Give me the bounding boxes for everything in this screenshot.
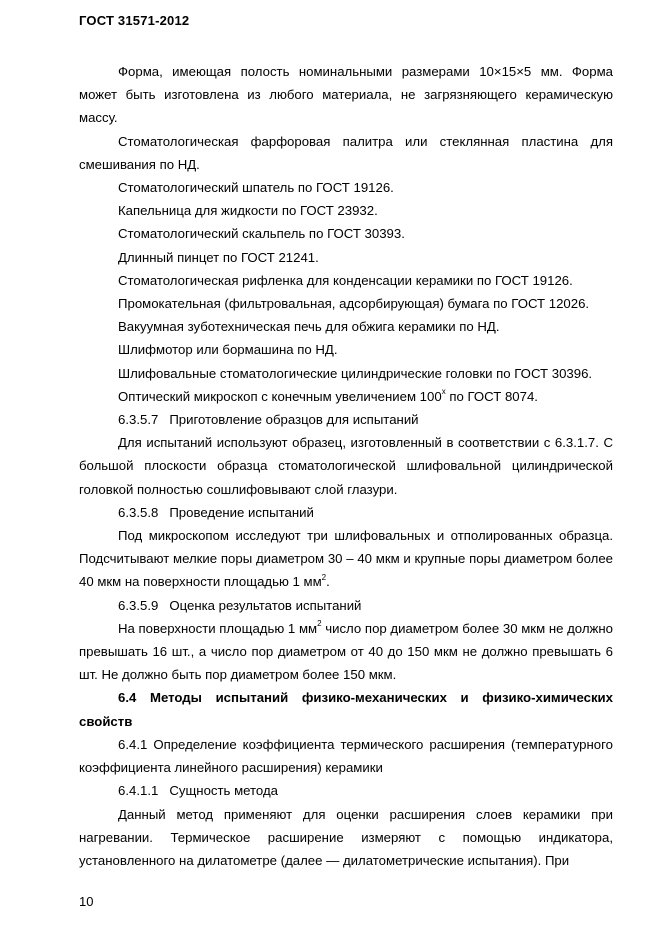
paragraph-dropper: Капельница для жидкости по ГОСТ 23932. <box>118 203 378 219</box>
paragraph-tweezers: Длинный пинцет по ГОСТ 21241. <box>118 249 319 265</box>
paragraph-spatula: Стоматологический шпатель по ГОСТ 19126. <box>118 180 394 196</box>
section-6-3-5-9-sup: 2 <box>317 619 322 629</box>
paragraph-form: Форма, имеющая полость номинальными размерами 10×15×5 мм. Форма может быть изготовлена из любого материала, не загрязняющего керамическую массу. <box>79 64 613 126</box>
section-6-4-1-1-text: Данный метод применяют для оценки расширения слоев керамики при нагревании. Термическое расширение измеряют с помощью индикатора, установленного на дилатометре (далее — дилатометрические испытания). При <box>79 806 613 868</box>
paragraph-ribbed-tool: Стоматологическая рифленка для конденсации керамики по ГОСТ 19126. <box>118 272 573 288</box>
paragraph-palette: Стоматологическая фарфоровая палитра или стеклянная пластина для смешивания по НД. <box>79 133 613 172</box>
section-6-3-5-7-text: Для испытаний используют образец, изготовленный в соответствии с 6.3.1.7. С большой плоскости образца стоматологической шлифовальной цилиндрической головкой полностью сошлифовывают слой глазури. <box>79 435 613 497</box>
paragraph-grinder: Шлифмотор или бормашина по НД. <box>118 342 338 358</box>
document-code: ГОСТ 31571-2012 <box>79 13 190 28</box>
paragraph-vacuum-furnace: Вакуумная зуботехническая печь для обжига керамики по НД. <box>118 319 500 335</box>
section-6-3-5-9-text <box>79 617 613 687</box>
section-6-3-5-8-end: . <box>326 574 330 590</box>
page-body <box>79 60 613 872</box>
section-6-3-5-9-body: число пор диаметром более 30 мкм не должно превышать 16 шт., а число пор диаметром от 40 до 150 мкм не должно превышать 6 шт. Не должно быть пор диаметром более 150 мкм. <box>79 620 613 683</box>
section-6-3-5-8-sup: 2 <box>321 573 327 583</box>
paragraph-microscope <box>79 385 613 408</box>
section-6-3-5-9-body-start: На поверхности площадью 1 мм <box>118 620 318 636</box>
paragraph-blotting-paper: Промокательная (фильтровальная, адсорбирующая) бумага по ГОСТ 12026. <box>118 296 590 312</box>
paragraph-grinding-heads: Шлифовальные стоматологические цилиндрические головки по ГОСТ 30396. <box>118 365 593 381</box>
section-6-3-5-8-text <box>79 524 613 594</box>
section-6-3-5-8-body: Под микроскопом исследуют три шлифовальных и отполированных образца. Подсчитывают мелкие поры диаметром 30 – 40 мкм и крупные поры диаметром более 40 мкм на поверхности площадью 1 мм <box>79 528 613 590</box>
section-6-4-1-text: 6.4.1 Определение коэффициента термического расширения (температурного коэффициента линейного расширения) керамики <box>79 736 613 776</box>
section-6-3-5-8-title: 6.3.5.8 Проведение испытаний <box>118 504 314 520</box>
section-6-4-heading: 6.4 Методы испытаний физико-механических и физико-химических свойств <box>79 690 613 729</box>
page-number: 10 <box>79 894 94 909</box>
section-6-4-1-1-title: 6.4.1.1 Сущность метода <box>118 783 279 799</box>
section-6-3-5-9-title: 6.3.5.9 Оценка результатов испытаний <box>118 597 362 613</box>
microscope-sup: x <box>441 387 446 397</box>
section-6-3-5-7-title: 6.3.5.7 Приготовление образцов для испытаний <box>118 412 419 428</box>
paragraph-scalpel: Стоматологический скальпель по ГОСТ 30393. <box>118 226 405 242</box>
microscope-text: Оптический микроскоп с конечным увеличением 100 <box>118 388 442 404</box>
microscope-text-end: по ГОСТ 8074. <box>445 388 538 404</box>
